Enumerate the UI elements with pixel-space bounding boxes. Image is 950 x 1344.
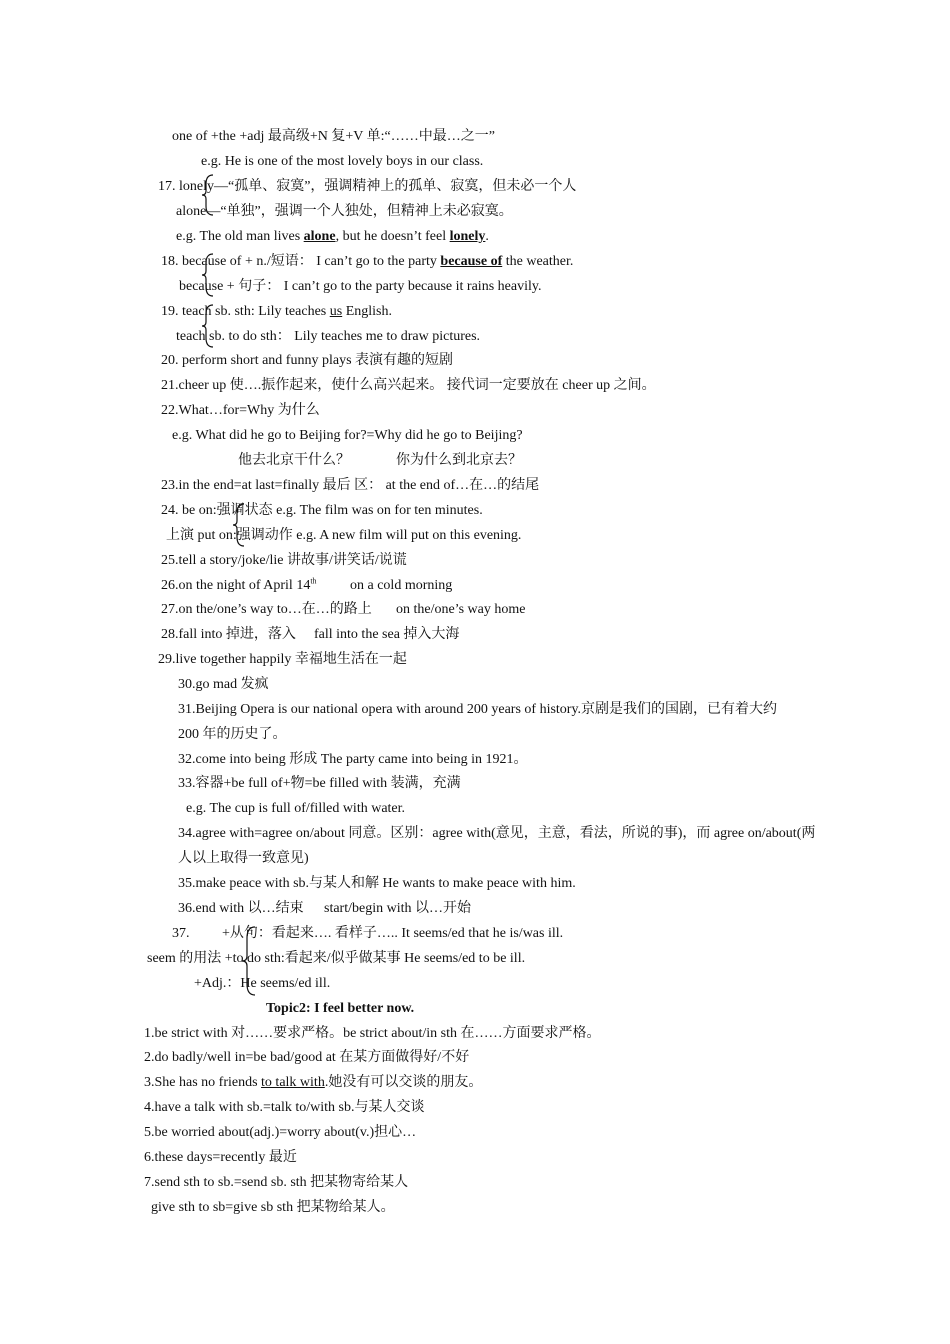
example-alone-lonely: e.g. The old man lives alone, but he doesn’t feel lonely. bbox=[176, 229, 489, 244]
item-34: 34.agree with=agree on/about 同意。区别：agree with(意见，主意，看法，所说的事)，而 agree on/about(两 bbox=[178, 826, 816, 841]
topic2-item-3: 3.She has no friends to talk with.她没有可以交谈的朋友。 bbox=[144, 1075, 483, 1090]
item-29: 29.live together happily 幸福地生活在一起 bbox=[158, 652, 407, 667]
topic2-item-5: 5.be worried about(adj.)=worry about(v.)担心… bbox=[144, 1125, 417, 1140]
topic2-item-2: 2.do badly/well in=be bad/good at 在某方面做得好/不好 bbox=[144, 1050, 470, 1065]
item-37-clause: +从句：看起来…. 看样子….. It seems/ed that he is/was ill. bbox=[222, 926, 564, 941]
item-20: 20. perform short and funny plays 表演有趣的短剧 bbox=[161, 353, 454, 368]
item-35: 35.make peace with sb.与某人和解 He wants to make peace with him. bbox=[178, 876, 576, 891]
item-26b: on a cold morning bbox=[350, 578, 453, 593]
item-21: 21.cheer up 使….振作起来，使什么高兴起来。 接代词一定要放在 cheer up 之间。 bbox=[161, 378, 656, 393]
item-23: 23.in the end=at last=finally 最后 区： at the end of…在…的结尾 bbox=[161, 478, 540, 493]
item-31: 31.Beijing Opera is our national opera with around 200 years of history.京剧是我们的国剧，已有着大约 bbox=[178, 702, 778, 717]
item-19-teach-to-do: teach sb. to do sth： Lily teaches me to draw pictures. bbox=[176, 329, 481, 344]
topic2-item-6: 6.these days=recently 最近 bbox=[144, 1150, 297, 1165]
item-37-adj: +Adj.：He seems/ed ill. bbox=[194, 976, 331, 991]
item-18-because-of: 18. because of + n./短语： I can’t go to the party because of the weather. bbox=[161, 254, 574, 269]
topic2-item-4: 4.have a talk with sb.=talk to/with sb.与某人交谈 bbox=[144, 1100, 425, 1115]
item-34-cont: 人以上取得一致意见) bbox=[178, 851, 309, 866]
topic2-item-1: 1.be strict with 对……要求严格。be strict about/in sth 在……方面要求严格。 bbox=[144, 1026, 601, 1041]
topic2-item-7: 7.send sth to sb.=send sb. sth 把某物寄给某人 bbox=[144, 1175, 409, 1190]
item-18-because: because + 句子： I can’t go to the party because it rains heavily. bbox=[179, 279, 542, 294]
item-36a: 36.end with 以…结束 bbox=[178, 901, 304, 916]
topic2-item-7-give: give sth to sb=give sb sth 把某物给某人。 bbox=[151, 1200, 395, 1215]
item-37-number: 37. bbox=[172, 926, 190, 941]
item-28a: 28.fall into 掉进，落入 bbox=[161, 627, 296, 642]
item-19-teach-sth: 19. teach sb. sth: Lily teaches us English. bbox=[161, 304, 392, 319]
note-one-of-superlative: one of +the +adj 最高级+N 复+V 单:“……中最…之一” bbox=[172, 129, 495, 144]
item-36b: start/begin with 以…开始 bbox=[324, 901, 471, 916]
item-33: 33.容器+be full of+物=be filled with 装满，充满 bbox=[178, 776, 461, 791]
item-26a: 26.on the night of April 14th bbox=[161, 576, 317, 593]
item-28b: fall into the sea 掉入大海 bbox=[314, 627, 460, 642]
example-one-of: e.g. He is one of the most lovely boys in our class. bbox=[201, 154, 484, 169]
example-22-translation-a: 他去北京干什么？ bbox=[238, 453, 350, 468]
item-32: 32.come into being 形成 The party came into being in 1921。 bbox=[178, 752, 528, 767]
example-22: e.g. What did he go to Beijing for?=Why did he go to Beijing? bbox=[172, 428, 523, 443]
topic-2-heading: Topic2: I feel better now. bbox=[266, 1001, 415, 1016]
item-22: 22.What…for=Why 为什么 bbox=[161, 403, 320, 418]
item-27b: on the/one’s way home bbox=[396, 602, 526, 617]
item-37-to-do: seem 的用法 +to do sth:看起来/似乎做某事 He seems/ed to be ill. bbox=[147, 951, 526, 966]
item-17-lonely: 17. lonely—“孤单、寂寞”，强调精神上的孤单、寂寞，但未必一个人 bbox=[158, 179, 577, 194]
item-30: 30.go mad 发疯 bbox=[178, 677, 269, 692]
item-25: 25.tell a story/joke/lie 讲故事/讲笑话/说谎 bbox=[161, 553, 407, 568]
item-24-put-on: 上演 put on:强调动作 e.g. A new film will put on this evening. bbox=[166, 528, 522, 543]
example-33: e.g. The cup is full of/filled with water. bbox=[186, 801, 406, 816]
item-27a: 27.on the/one’s way to…在…的路上 bbox=[161, 602, 372, 617]
item-17-alone: alone—“单独”，强调一个人独处，但精神上未必寂寞。 bbox=[176, 204, 513, 219]
example-22-translation-b: 你为什么到北京去？ bbox=[396, 453, 522, 468]
item-24-be-on: 24. be on:强调状态 e.g. The film was on for ten minutes. bbox=[161, 503, 483, 518]
item-31-cont: 200 年的历史了。 bbox=[178, 727, 287, 742]
